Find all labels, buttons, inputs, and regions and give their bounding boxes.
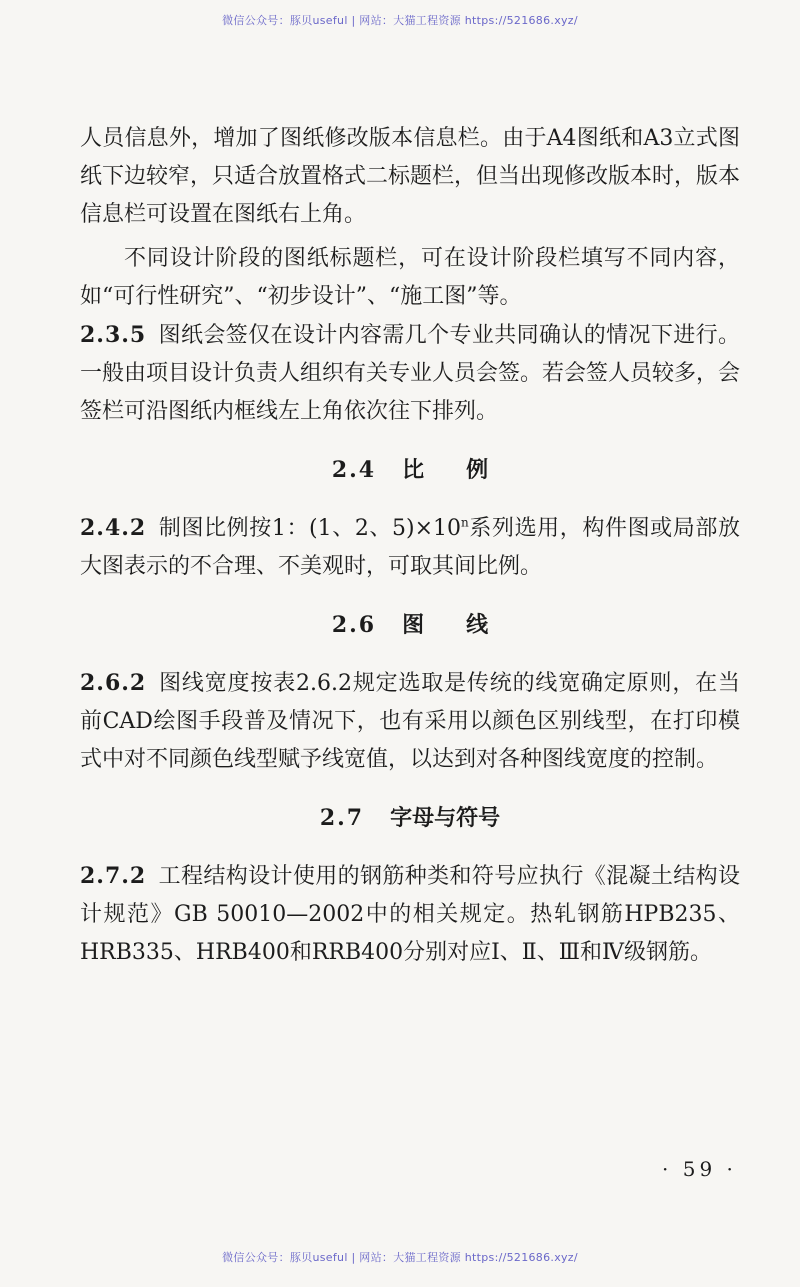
clause-number: 2.4.2 bbox=[80, 515, 147, 541]
clause-text: 图纸会签仅在设计内容需几个专业共同确认的情况下进行。一般由项目设计负责人组织有关专业人员会签。若会签人员较多，会签栏可沿图纸内框线左上角依次往下排列。 bbox=[80, 323, 741, 424]
page-content bbox=[80, 120, 740, 972]
section-number: 2.4 bbox=[331, 457, 377, 483]
paragraph-continuation: 人员信息外，增加了图纸修改版本信息栏。由于A4图纸和A3立式图纸下边较窄，只适合放置格式二标题栏，但当出现修改版本时，版本信息栏可设置在图纸右上角。 bbox=[80, 126, 741, 227]
page-number: · 59 · bbox=[662, 1157, 737, 1181]
watermark-bottom: 微信公众号：豚贝useful | 网站：大猫工程资源 https://521686.xyz/ bbox=[222, 1251, 578, 1264]
clause-text-b: 系列选用，构件图或局部放大图表示的不合理、不美观时，可取其间比例。 bbox=[80, 516, 740, 579]
clause-number: 2.7.2 bbox=[80, 863, 147, 889]
clause-number: 2.3.5 bbox=[80, 322, 147, 348]
exponent: n bbox=[461, 515, 469, 530]
section-title: 图线 bbox=[402, 612, 531, 638]
section-heading-2-4 bbox=[80, 451, 740, 489]
clause-text: 工程结构设计使用的钢筋种类和符号应执行《混凝土结构设计规范》GB 50010—2002中的相关规定。热轧钢筋HPB235、HRB335、HRB400和RRB400分别对应Ⅰ、Ⅱ、Ⅲ和Ⅳ级钢筋。 bbox=[80, 864, 740, 965]
section-title: 比例 bbox=[402, 457, 531, 483]
section-heading-2-7 bbox=[80, 799, 740, 837]
clause-text-a: 制图比例按1：(1、2、5)×10 bbox=[158, 516, 462, 541]
clause-2-6-2 bbox=[80, 664, 740, 779]
section-number: 2.6 bbox=[331, 612, 377, 638]
clause-2-4-2 bbox=[80, 509, 740, 586]
section-heading-2-6 bbox=[80, 606, 740, 644]
paragraph-title-block-stages: 不同设计阶段的图纸标题栏，可在设计阶段栏填写不同内容，如“可行性研究”、“初步设计”、“施工图”等。 bbox=[80, 246, 740, 309]
clause-2-7-2 bbox=[80, 857, 740, 972]
clause-text: 图线宽度按表2.6.2规定选取是传统的线宽确定原则，在当前CAD绘图手段普及情况下，也有采用以颜色区别线型，在打印模式中对不同颜色线型赋予线宽值，以达到对各种图线宽度的控制。 bbox=[80, 671, 740, 772]
section-title: 字母与符号 bbox=[390, 805, 501, 831]
section-number: 2.7 bbox=[319, 805, 365, 831]
watermark-top: 微信公众号：豚贝useful | 网站：大猫工程资源 https://521686.xyz/ bbox=[222, 14, 578, 27]
clause-number: 2.6.2 bbox=[80, 670, 147, 696]
clause-2-3-5 bbox=[80, 316, 740, 431]
